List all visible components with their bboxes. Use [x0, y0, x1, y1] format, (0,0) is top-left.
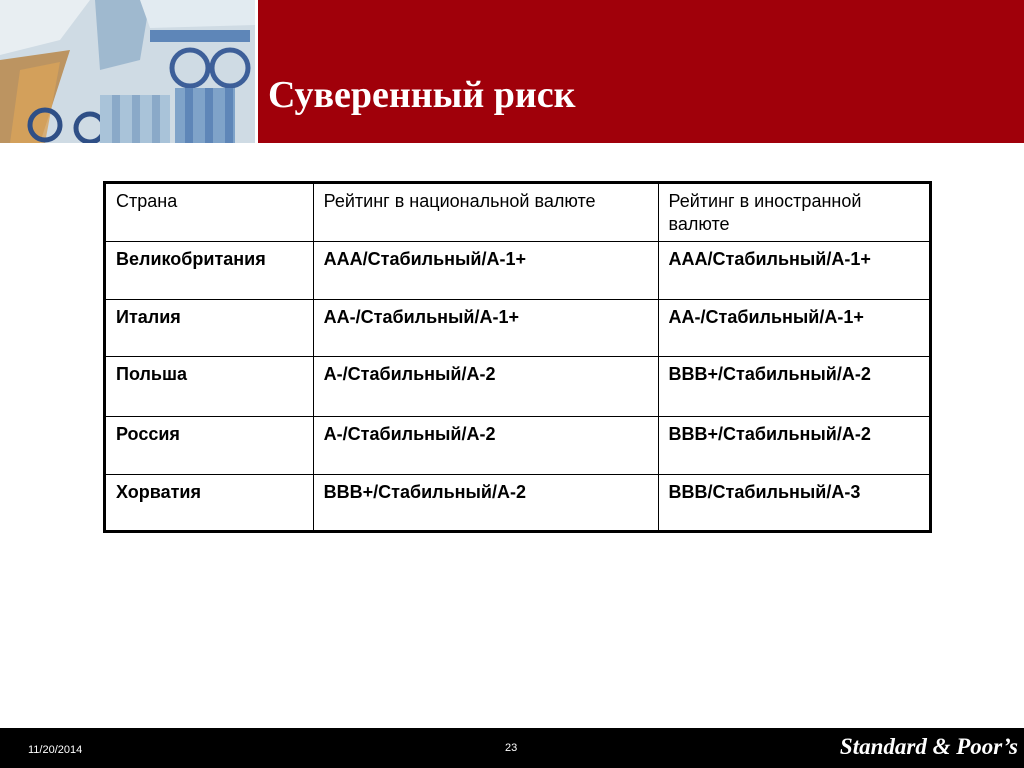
cell-local-rating: BBB+/Стабильный/A-2 — [313, 475, 658, 532]
footer-bar — [0, 728, 1024, 768]
header-bottom-line — [0, 143, 1024, 145]
cell-local-rating: A-/Стабильный/A-2 — [313, 357, 658, 417]
header-divider — [255, 0, 258, 143]
table-header-row — [105, 183, 931, 242]
table-row — [105, 417, 931, 475]
cell-foreign-rating: AA-/Стабильный/A-1+ — [658, 300, 930, 357]
cell-country: Великобритания — [105, 242, 314, 300]
cell-country: Россия — [105, 417, 314, 475]
table-row — [105, 357, 931, 417]
banknote-columns-illustration — [0, 0, 255, 143]
cell-country: Италия — [105, 300, 314, 357]
cell-country: Хорватия — [105, 475, 314, 532]
table-row — [105, 475, 931, 532]
sovereign-rating-table — [103, 181, 932, 533]
cell-foreign-rating: BBB+/Стабильный/A-2 — [658, 417, 930, 475]
page-number: 23 — [505, 742, 518, 754]
header-local-currency-rating: Рейтинг в национальной валюте — [313, 183, 658, 242]
cell-local-rating: A-/Стабильный/A-2 — [313, 417, 658, 475]
header-foreign-currency-rating: Рейтинг в иностранной валюте — [658, 183, 930, 242]
header-decorative-image — [0, 0, 255, 143]
cell-country: Польша — [105, 357, 314, 417]
header-country: Страна — [105, 183, 314, 242]
header-banner — [0, 0, 1024, 143]
cell-foreign-rating: BBB+/Стабильный/A-2 — [658, 357, 930, 417]
table-row — [105, 242, 931, 300]
cell-local-rating: AA-/Стабильный/A-1+ — [313, 300, 658, 357]
slide-title: Суверенный риск — [268, 74, 576, 116]
cell-foreign-rating: AAA/Стабильный/A-1+ — [658, 242, 930, 300]
cell-foreign-rating: BBB/Стабильный/A-3 — [658, 475, 930, 532]
cell-local-rating: AAA/Стабильный/A-1+ — [313, 242, 658, 300]
table-row — [105, 300, 931, 357]
footer-date: 11/20/2014 — [28, 744, 83, 756]
brand-logo-text: Standard & Poor’s — [839, 734, 1018, 759]
